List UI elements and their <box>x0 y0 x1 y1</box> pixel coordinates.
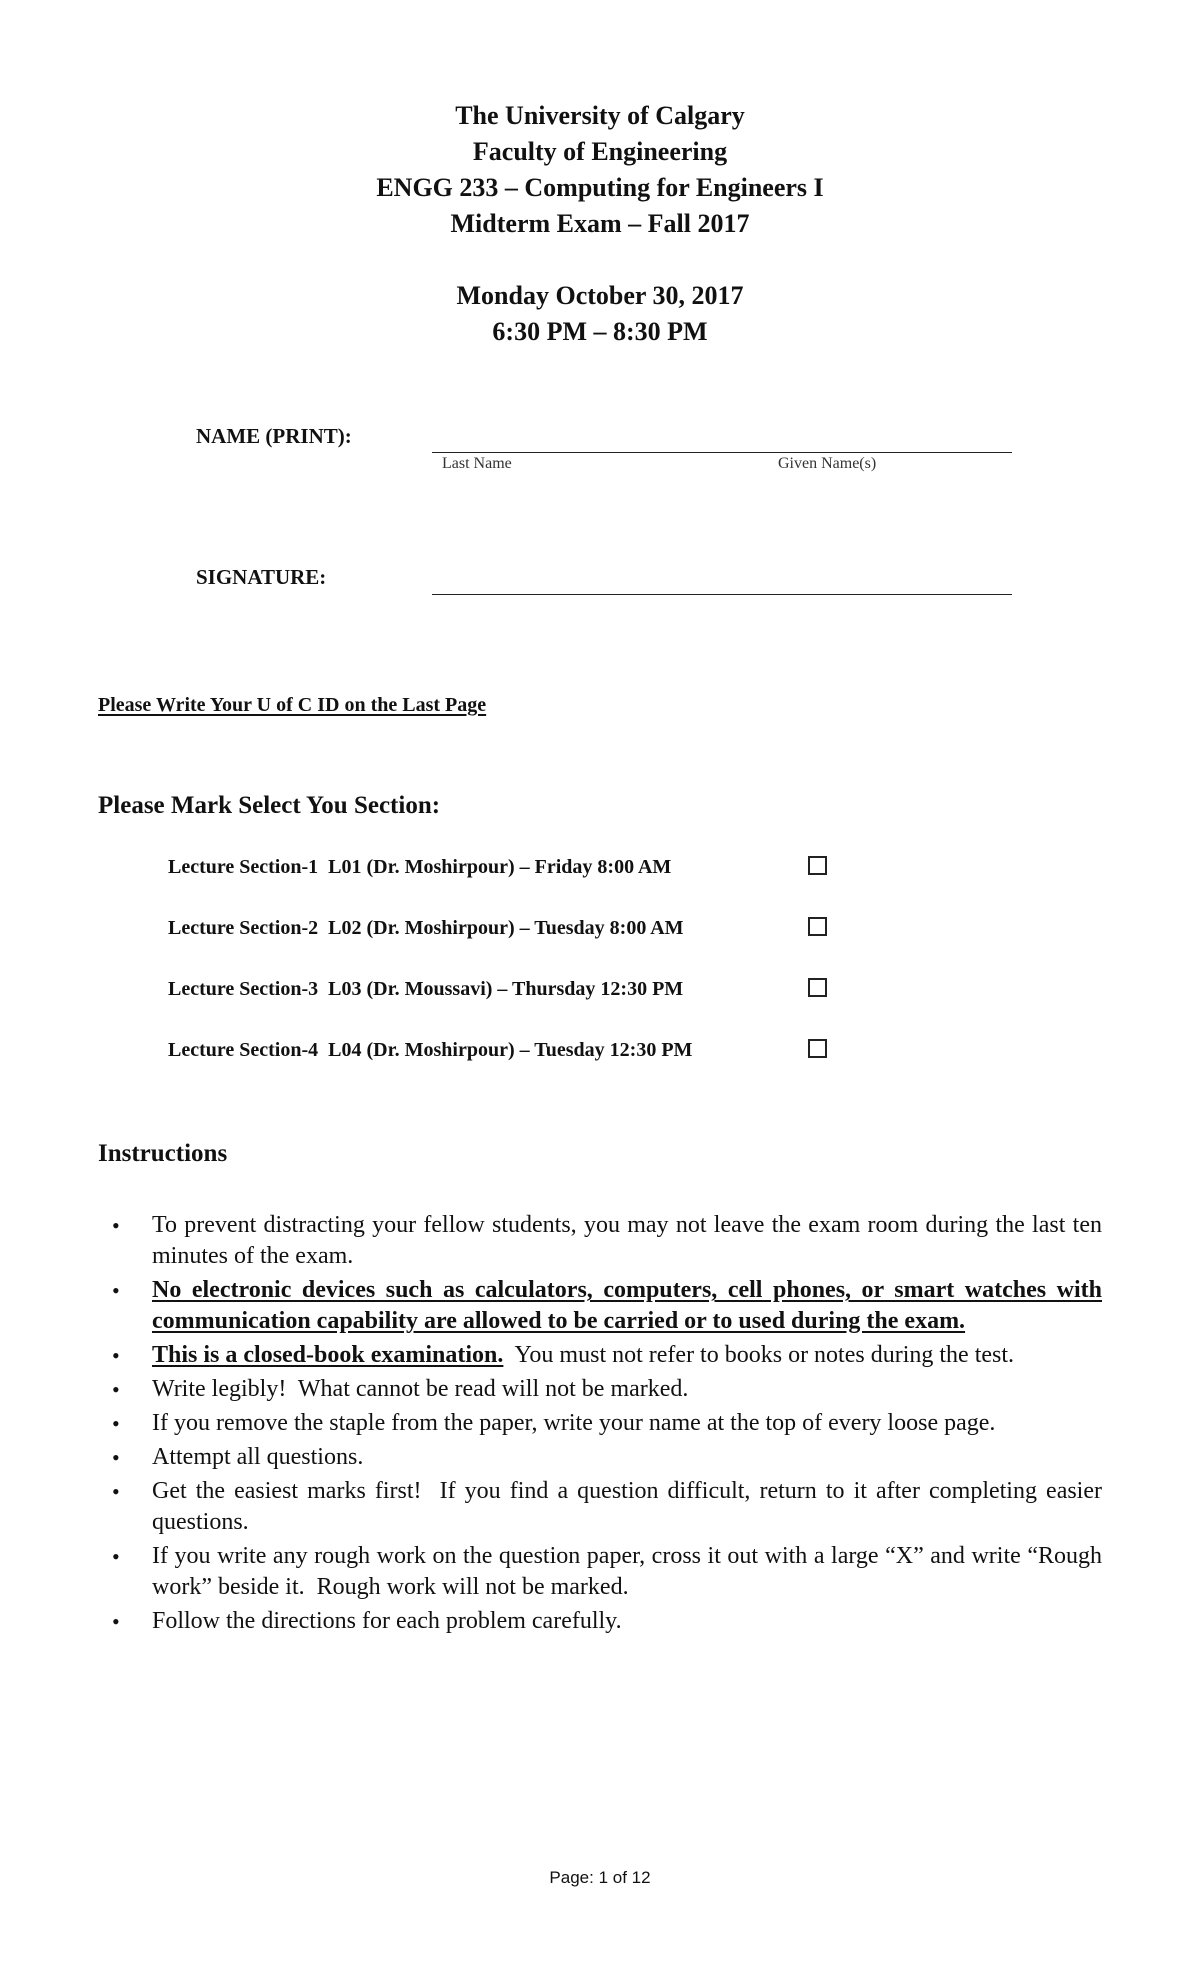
instruction-item <box>112 1340 1102 1371</box>
ucid-note: Please Write Your U of C ID on the Last Page <box>98 694 487 716</box>
instruction-text: Get the easiest marks first! If you find a question difficult, return to it after completing easier questions. <box>152 1478 1108 1535</box>
exam-date: Monday October 30, 2017 <box>456 281 744 310</box>
instruction-text: If you remove the staple from the paper, write your name at the top of every loose page. <box>152 1410 996 1436</box>
instruction-text: Write legibly! What cannot be read will not be marked. <box>152 1376 689 1402</box>
faculty-name: Faculty of Engineering <box>472 137 728 166</box>
instruction-text: If you write any rough work on the question paper, cross it out with a large “X” and write “Rough work” beside it. Rough work will not be marked. <box>152 1543 1108 1600</box>
instruction-text: To prevent distracting your fellow students, you may not leave the exam room during the last ten minutes of the exam. <box>152 1212 1102 1269</box>
course-title: ENGG 233 – Computing for Engineers I <box>376 173 824 202</box>
bullet-icon: • <box>112 1479 120 1504</box>
section-1-checkbox[interactable] <box>808 856 827 875</box>
exam-time: 6:30 PM – 8:30 PM <box>492 317 708 346</box>
instructions-list <box>112 1210 1108 1640</box>
instruction-item <box>112 1541 1108 1603</box>
section-option-label: Lecture Section-1 L01 (Dr. Moshirpour) – Friday 8:00 AM <box>168 856 672 878</box>
bullet-icon: • <box>112 1445 120 1470</box>
instruction-text: Attempt all questions. <box>152 1444 364 1470</box>
bullet-icon: • <box>112 1343 120 1368</box>
section-2-checkbox[interactable] <box>808 917 827 936</box>
name-label: NAME (PRINT): <box>196 424 352 448</box>
instruction-item <box>112 1210 1102 1272</box>
section-option-label: Lecture Section-2 L02 (Dr. Moshirpour) – Tuesday 8:00 AM <box>168 917 684 939</box>
instruction-item <box>112 1408 1102 1439</box>
instruction-item <box>112 1374 1102 1405</box>
instruction-text: You must not refer to books or notes during the test. <box>503 1342 1015 1368</box>
exam-title: Midterm Exam – Fall 2017 <box>450 209 750 238</box>
section-3-checkbox[interactable] <box>808 978 827 997</box>
instruction-item <box>112 1606 1102 1637</box>
instruction-text: Follow the directions for each problem carefully. <box>152 1608 622 1634</box>
instruction-item <box>112 1442 1102 1473</box>
section-select-heading: Please Mark Select You Section: <box>98 792 441 819</box>
bullet-icon: • <box>112 1377 120 1402</box>
bullet-icon: • <box>112 1213 120 1238</box>
university-name: The University of Calgary <box>455 101 745 130</box>
instruction-item <box>112 1476 1108 1538</box>
instruction-emphasis: This is a closed-book examination. <box>152 1342 504 1368</box>
bullet-icon: • <box>112 1278 120 1303</box>
signature-field-line[interactable] <box>432 594 1012 595</box>
section-4-checkbox[interactable] <box>808 1039 827 1058</box>
section-option-label: Lecture Section-3 L03 (Dr. Moussavi) – Thursday 12:30 PM <box>168 978 684 1000</box>
name-field-line[interactable] <box>432 452 1012 453</box>
last-name-label: Last Name <box>442 455 512 472</box>
instruction-item <box>112 1275 1102 1337</box>
signature-label: SIGNATURE: <box>196 565 327 589</box>
bullet-icon: • <box>112 1609 120 1634</box>
instructions-heading: Instructions <box>98 1140 228 1167</box>
section-option-label: Lecture Section-4 L04 (Dr. Moshirpour) – Tuesday 12:30 PM <box>168 1039 693 1061</box>
instruction-emphasis: No electronic devices such as calculators, computers, cell phones, or smart watches with communication capability are allowed to be carried or to used during the exam. <box>152 1277 1102 1334</box>
exam-header <box>0 98 1200 350</box>
bullet-icon: • <box>112 1544 120 1569</box>
bullet-icon: • <box>112 1411 120 1436</box>
given-name-label: Given Name(s) <box>778 455 877 472</box>
page-number: Page: 1 of 12 <box>549 1868 651 1887</box>
